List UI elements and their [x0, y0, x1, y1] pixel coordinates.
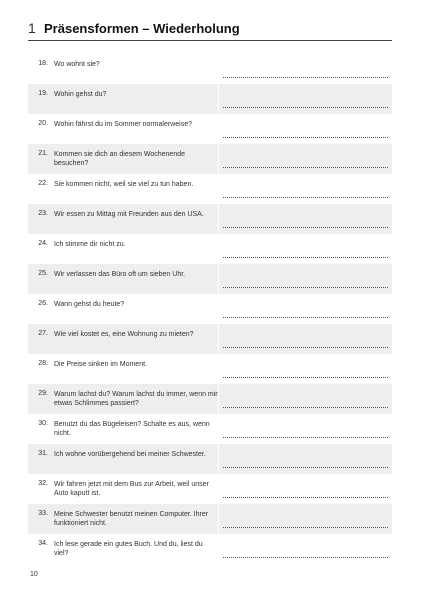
exercise-sentence: Ich lese gerade ein gutes Buch. Und du, liest du viel? [54, 541, 203, 557]
exercise-sentence: Benutzt du das Bügeleisen? Schalte es aus, wenn nicht. [54, 421, 210, 437]
exercise-sentence: Wo wohnt sie? [54, 61, 100, 68]
answer-field[interactable] [219, 504, 392, 534]
exercise-number: 25. [38, 270, 48, 277]
answer-dotted-line [223, 227, 388, 228]
exercise-row [28, 204, 392, 234]
answer-field[interactable] [219, 354, 392, 384]
exercise-row [28, 324, 392, 354]
exercise-number: 33. [38, 510, 48, 517]
answer-dotted-line [223, 347, 388, 348]
exercise-sentence: Wir verlassen das Büro oft um sieben Uhr. [54, 271, 186, 278]
answer-field[interactable] [219, 144, 392, 174]
exercise-number: 23. [38, 210, 48, 217]
exercise-number: 19. [38, 90, 48, 97]
exercise-number: 29. [38, 390, 48, 397]
exercise-number: 26. [38, 300, 48, 307]
exercise-row [28, 474, 392, 504]
exercise-row [28, 534, 392, 564]
exercise-number: 28. [38, 360, 48, 367]
exercise-sentence: Die Preise sinken im Moment. [54, 361, 147, 368]
answer-field[interactable] [219, 114, 392, 144]
exercise-row [28, 174, 392, 204]
answer-dotted-line [223, 257, 388, 258]
exercise-number: 32. [38, 480, 48, 487]
exercise-row [28, 234, 392, 264]
answer-field[interactable] [219, 294, 392, 324]
exercise-number: 20. [38, 120, 48, 127]
answer-dotted-line [223, 77, 388, 78]
exercise-number: 18. [38, 60, 48, 67]
exercise-number: 27. [38, 330, 48, 337]
exercise-row [28, 504, 392, 534]
exercise-row [28, 144, 392, 174]
answer-field[interactable] [219, 84, 392, 114]
answer-dotted-line [223, 107, 388, 108]
answer-field[interactable] [219, 534, 392, 564]
exercise-number: 31. [38, 450, 48, 457]
exercise-row [28, 54, 392, 84]
chapter-number: 1 [28, 20, 36, 36]
answer-field[interactable] [219, 234, 392, 264]
answer-dotted-line [223, 437, 388, 438]
answer-field[interactable] [219, 384, 392, 414]
exercise-number: 21. [38, 150, 48, 157]
answer-field[interactable] [219, 474, 392, 504]
exercise-row [28, 264, 392, 294]
exercise-row [28, 414, 392, 444]
answer-dotted-line [223, 167, 388, 168]
exercise-row [28, 444, 392, 474]
answer-dotted-line [223, 557, 388, 558]
exercise-number: 34. [38, 540, 48, 547]
answer-field[interactable] [219, 204, 392, 234]
exercise-number: 30. [38, 420, 48, 427]
header-rule [28, 40, 392, 41]
exercise-row [28, 384, 392, 414]
exercise-table [28, 54, 392, 564]
answer-field[interactable] [219, 54, 392, 84]
answer-field[interactable] [219, 264, 392, 294]
answer-field[interactable] [219, 444, 392, 474]
exercise-sentence: Wann gehst du heute? [54, 301, 125, 308]
exercise-sentence: Wie viel kostet es, eine Wohnung zu mieten? [54, 331, 194, 338]
exercise-row [28, 114, 392, 144]
page-header [28, 20, 392, 39]
exercise-sentence: Meine Schwester benutzt meinen Computer. Ihrer funktioniert nicht. [54, 511, 209, 527]
exercise-sentence: Ich stimme dir nicht zu. [54, 241, 126, 248]
answer-dotted-line [223, 497, 388, 498]
answer-field[interactable] [219, 324, 392, 354]
exercise-sentence: Sie kommen nicht, weil sie viel zu tun haben. [54, 181, 194, 188]
exercise-number: 22. [38, 180, 48, 187]
exercise-sentence: Wir essen zu Mittag mit Freunden aus den USA. [54, 211, 204, 218]
answer-dotted-line [223, 527, 388, 528]
answer-field[interactable] [219, 414, 392, 444]
page-number: 10 [30, 571, 38, 578]
answer-field[interactable] [219, 174, 392, 204]
exercise-row [28, 84, 392, 114]
answer-dotted-line [223, 377, 388, 378]
exercise-sentence: Wohin fährst du im Sommer normalerweise? [54, 121, 192, 128]
answer-dotted-line [223, 467, 388, 468]
exercise-row [28, 354, 392, 384]
exercise-sentence: Kommen sie dich an diesem Wochenende besuchen? [54, 151, 186, 167]
chapter-title: Präsensformen – Wiederholung [44, 21, 240, 36]
exercise-sentence: Warum lachst du? Warum lachst du immer, wenn mir etwas Schlimmes passiert? [54, 391, 218, 407]
exercise-row [28, 294, 392, 324]
answer-dotted-line [223, 317, 388, 318]
exercise-sentence: Wohin gehst du? [54, 91, 107, 98]
answer-dotted-line [223, 197, 388, 198]
exercise-sentence: Ich wohne vorübergehend bei meiner Schwester. [54, 451, 206, 458]
answer-dotted-line [223, 137, 388, 138]
exercise-number: 24. [38, 240, 48, 247]
answer-dotted-line [223, 407, 388, 408]
answer-dotted-line [223, 287, 388, 288]
exercise-sentence: Wir fahren jetzt mit dem Bus zur Arbeit, weil unser Auto kaputt ist. [54, 481, 209, 497]
